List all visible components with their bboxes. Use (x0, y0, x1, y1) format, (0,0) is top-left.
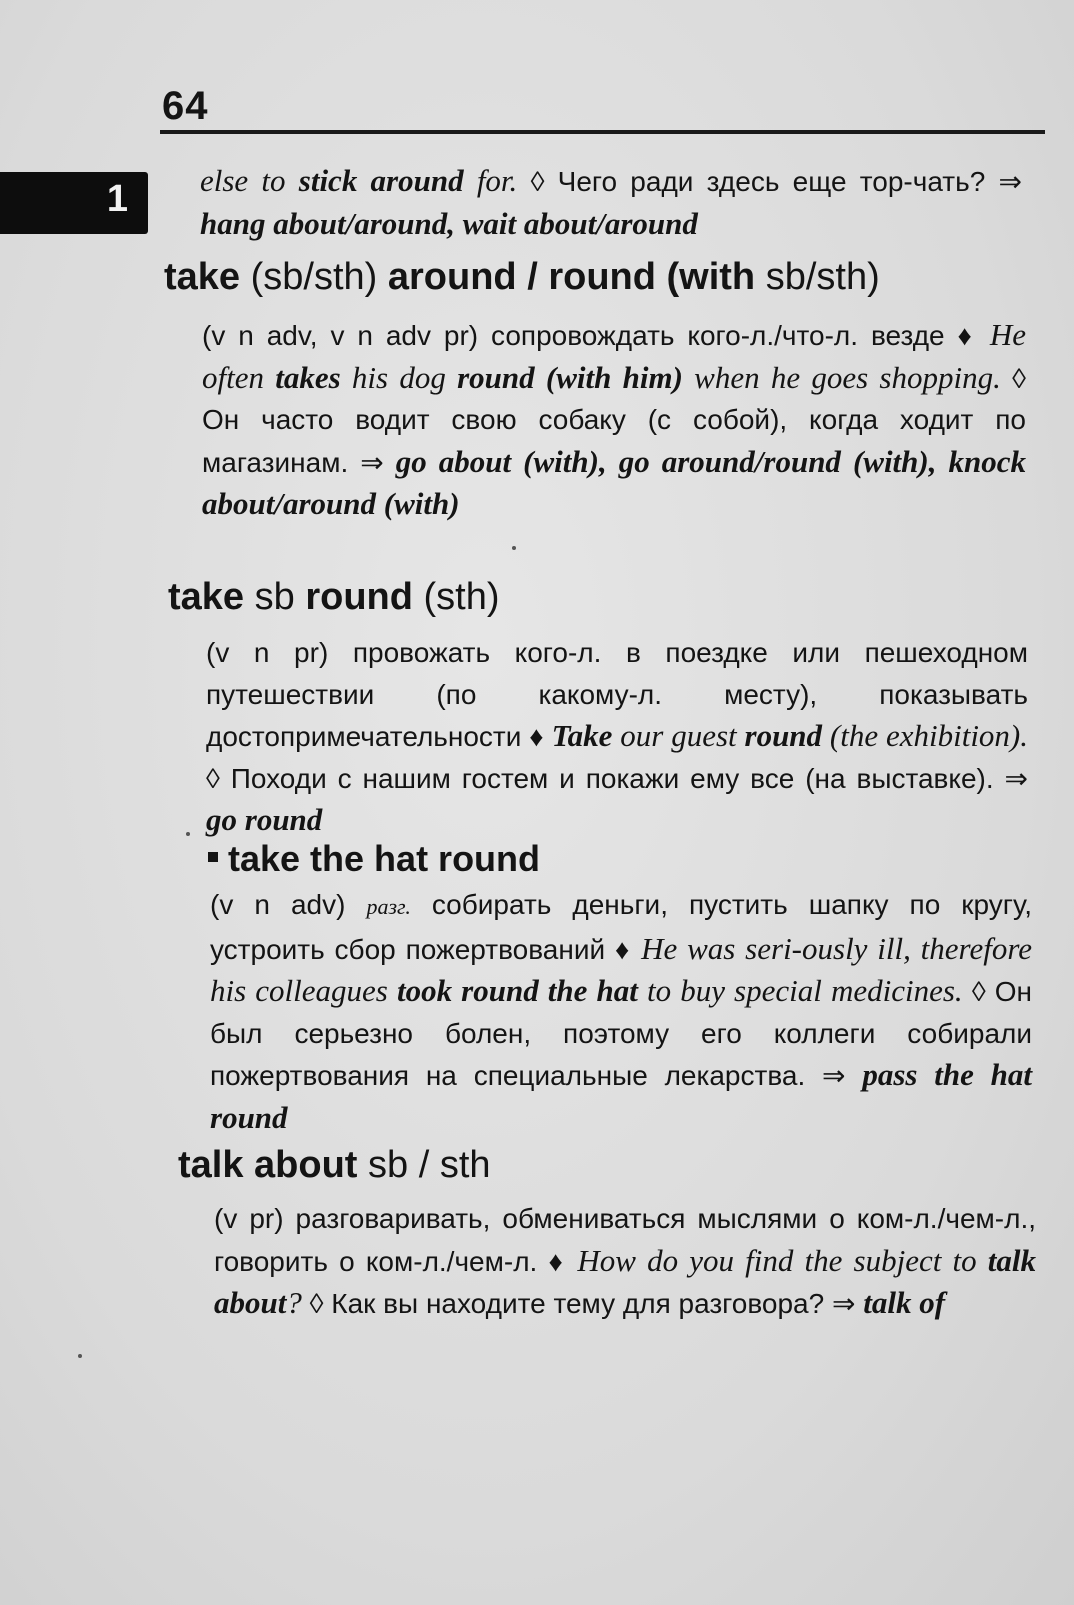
definition: собирать деньги, пустить шапку по кругу, устроить сбор пожертвований ♦ (210, 889, 1032, 965)
idiom-headword: take the hat round (208, 838, 540, 880)
usage-label: разг. (366, 894, 411, 919)
example-text: ? (286, 1285, 302, 1320)
example-text: for. (463, 163, 518, 198)
print-speck (78, 1354, 82, 1358)
example-phrase: talk about (214, 1242, 1036, 1320)
example-text: to buy special medicines. (637, 973, 963, 1008)
example-phrase: takes (275, 359, 341, 395)
headword: take sb round (sth) (168, 576, 500, 618)
definition: (v n adv, v n adv pr) сопровождать кого-л./что-л. везде ♦ (202, 320, 990, 351)
example-phrase: took round the hat (396, 973, 638, 1008)
bullet-icon (208, 852, 218, 862)
definition: (v pr) разговаривать, обмениваться мыслями о ком-л./чем-л., говорить о ком-л./чем-л. ♦ (214, 1203, 1036, 1277)
example-text: his dog (340, 359, 458, 395)
synonyms: hang about/around, wait about/around (200, 205, 698, 241)
example-phrase: round (with him) (457, 359, 683, 395)
translation: ◊ Как вы находите тему для разговора? ⇒ (301, 1288, 864, 1319)
example-phrase: stick around (298, 163, 464, 198)
example-phrase: Take (551, 718, 613, 753)
synonyms: go about (with), go around/round (with), knock about/around (with) (202, 443, 1026, 521)
synonyms: pass the hat round (210, 1057, 1032, 1135)
idiom-body (210, 884, 1032, 1139)
print-speck (512, 546, 516, 550)
example-text: our guest (612, 718, 745, 753)
translation: ◊ Он был серьезно болен, поэтому его коллеги собирали пожертвования на специальные лекарства. ⇒ (210, 976, 1033, 1091)
definition: (v n pr) провожать кого-л. в поездке или пешеходном путешествии (по какому-л. месту), показывать достопримечательности ♦ (206, 637, 1028, 752)
example-text: He was seri-ously ill, therefore his colleagues (210, 930, 1032, 1008)
entry-body (202, 314, 1026, 526)
print-speck (186, 832, 190, 836)
headword: take (sb/sth) around / round (with sb/sth) (164, 256, 880, 298)
synonyms: go round (206, 802, 323, 837)
page-number: 64 (162, 84, 209, 128)
entry-body (214, 1198, 1036, 1325)
entry-continuation (200, 160, 1022, 245)
example-text: He often (202, 317, 1026, 395)
headword: talk about sb / sth (178, 1144, 491, 1186)
entry-body (206, 632, 1028, 842)
translation: ◊ Походи с нашим гостем и покажи ему все (на выставке). ⇒ (206, 762, 1028, 794)
example-text: else to (200, 163, 299, 198)
synonyms: talk of (863, 1285, 946, 1320)
example-text: (the exhibition). (822, 718, 1028, 753)
translation: ◊ Чего ради здесь еще тор-чать? ⇒ (517, 166, 1022, 197)
example-text: How do you find the subject to (577, 1242, 988, 1278)
translation: ◊ Он часто водит свою собаку (с собой), когда ходит по магазинам. ⇒ (202, 362, 1026, 478)
example-phrase: round (744, 718, 823, 753)
definition: (v n adv) (210, 889, 367, 920)
chapter-tab-label: 1 (106, 178, 128, 220)
example-text: when he goes shopping. (682, 359, 1001, 395)
